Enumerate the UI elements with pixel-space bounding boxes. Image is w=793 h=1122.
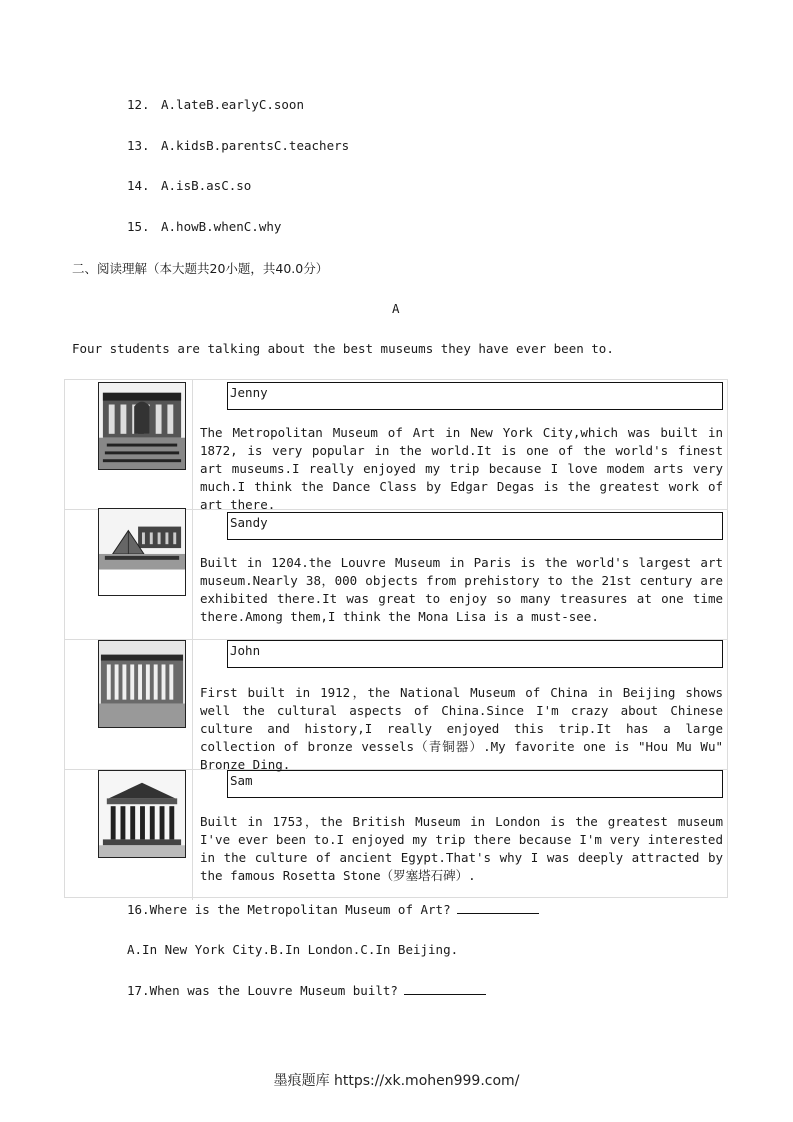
- section-title: 二、阅读理解（本大题共20小题，共40.0分）: [72, 261, 329, 276]
- student-name-box: Jenny: [227, 382, 723, 410]
- table-row: [65, 380, 727, 510]
- student-passage: Built in 1204.the Louvre Museum in Paris is the world's largest art museum.Nearly 38，000 objects from prehistory to the 21st century are exhibited there.It was great to enjoy so many treasures at one time there.Among them,I think the Mona Lisa is a must-see.: [200, 555, 723, 624]
- metropolitan-museum-photo: [98, 382, 186, 470]
- student-name-box: John: [227, 640, 723, 668]
- photo-cell: [65, 380, 193, 509]
- answer-blank[interactable]: [404, 982, 486, 995]
- table-row: [65, 640, 727, 770]
- option-number: 13.: [127, 138, 150, 153]
- photo-cell: [65, 640, 193, 769]
- photo-cell: [65, 510, 193, 639]
- national-museum-of-china-photo: [98, 640, 186, 728]
- option-number: 14.: [127, 178, 150, 193]
- question-text: 16.Where is the Metropolitan Museum of Art?: [127, 902, 451, 917]
- question-text: 17.When was the Louvre Museum built?: [127, 983, 398, 998]
- louvre-museum-photo: [98, 508, 186, 596]
- table-row: [65, 770, 727, 900]
- option-choices: A.isB.asC.so: [161, 178, 252, 193]
- option-number: 15.: [127, 219, 150, 234]
- passage-letter: A: [392, 301, 400, 316]
- option-choices: A.kidsB.parentsC.teachers: [161, 138, 350, 153]
- student-passage: First built in 1912，the National Museum of China in Beijing shows well the cultural aspects of China.Since I'm crazy about Chinese culture and history,I really enjoyed this trip.It has a large collection of bronze vessels（青铜器）.My favorite one is "Hou Mu Wu" Bronze Ding.: [200, 685, 723, 772]
- student-passage: Built in 1753，the British Museum in London is the greatest museum I've ever been to.I enjoyed my trip there because I'm very interested in the culture of ancient Egypt.That's why I was deeply attracted by the famous Rosetta Stone（罗塞塔石碑）.: [200, 814, 723, 883]
- option-number: 12.: [127, 97, 150, 112]
- question-17: [127, 982, 486, 998]
- student-passage: The Metropolitan Museum of Art in New York City,which was built in 1872, is very popular in the world.It is one of the world's finest art museums.I really enjoyed my trip because I love modem arts very much.I think the Dance Class by Edgar Degas is the greatest work of art there.: [200, 425, 723, 512]
- answer-blank[interactable]: [457, 901, 539, 914]
- option-choices: A.howB.whenC.why: [161, 219, 282, 234]
- question-16: [127, 901, 539, 917]
- passage-intro: Four students are talking about the best museums they have ever been to.: [72, 341, 614, 356]
- table-row: [65, 510, 727, 640]
- museum-table: [64, 379, 728, 898]
- page-footer: 墨痕题库 https://xk.mohen999.com/: [273, 1073, 520, 1089]
- student-name-box: Sam: [227, 770, 723, 798]
- british-museum-photo: [98, 770, 186, 858]
- option-choices: A.lateB.earlyC.soon: [161, 97, 304, 112]
- photo-cell: [65, 770, 193, 900]
- question-16-options: A.In New York City.B.In London.C.In Beijing.: [127, 942, 459, 957]
- student-name-box: Sandy: [227, 512, 723, 540]
